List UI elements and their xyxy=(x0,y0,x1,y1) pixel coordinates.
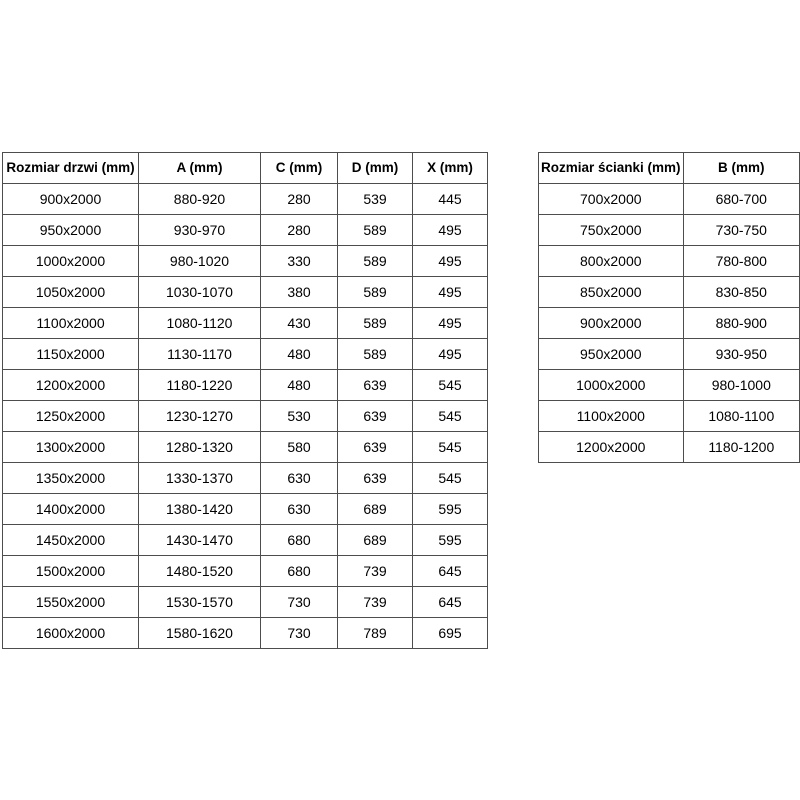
table-row xyxy=(3,215,488,246)
table-cell: 1080-1100 xyxy=(683,401,799,432)
table-row xyxy=(3,463,488,494)
table-row xyxy=(3,494,488,525)
table-cell: 850x2000 xyxy=(539,277,684,308)
wall-size-table-header xyxy=(539,153,800,184)
table-cell: 380 xyxy=(261,277,338,308)
table-row xyxy=(3,525,488,556)
column-header: X (mm) xyxy=(413,153,488,184)
table-row xyxy=(3,184,488,215)
table-cell: 1080-1120 xyxy=(139,308,261,339)
table-cell: 930-950 xyxy=(683,339,799,370)
table-cell: 539 xyxy=(338,184,413,215)
table-cell: 1400x2000 xyxy=(3,494,139,525)
table-cell: 589 xyxy=(338,339,413,370)
door-size-table-header xyxy=(3,153,488,184)
table-row xyxy=(539,184,800,215)
table-row xyxy=(3,308,488,339)
table-cell: 739 xyxy=(338,587,413,618)
column-header: A (mm) xyxy=(139,153,261,184)
table-cell: 950x2000 xyxy=(539,339,684,370)
table-cell: 1600x2000 xyxy=(3,618,139,649)
table-cell: 545 xyxy=(413,370,488,401)
table-cell: 430 xyxy=(261,308,338,339)
table-cell: 880-920 xyxy=(139,184,261,215)
table-cell: 750x2000 xyxy=(539,215,684,246)
table-cell: 1180-1220 xyxy=(139,370,261,401)
table-cell: 680 xyxy=(261,556,338,587)
table-cell: 1230-1270 xyxy=(139,401,261,432)
table-row xyxy=(539,215,800,246)
table-cell: 495 xyxy=(413,339,488,370)
table-cell: 980-1000 xyxy=(683,370,799,401)
table-cell: 589 xyxy=(338,277,413,308)
table-row xyxy=(3,370,488,401)
column-header: Rozmiar drzwi (mm) xyxy=(3,153,139,184)
table-row xyxy=(539,277,800,308)
table-cell: 930-970 xyxy=(139,215,261,246)
table-cell: 1530-1570 xyxy=(139,587,261,618)
table-cell: 689 xyxy=(338,494,413,525)
table-cell: 689 xyxy=(338,525,413,556)
table-cell: 639 xyxy=(338,432,413,463)
table-row xyxy=(539,339,800,370)
table-cell: 1000x2000 xyxy=(539,370,684,401)
table-cell: 900x2000 xyxy=(539,308,684,339)
table-cell: 589 xyxy=(338,308,413,339)
header-row xyxy=(3,153,488,184)
header-row xyxy=(539,153,800,184)
table-cell: 1580-1620 xyxy=(139,618,261,649)
table-cell: 900x2000 xyxy=(3,184,139,215)
table-row xyxy=(3,246,488,277)
table-cell: 495 xyxy=(413,215,488,246)
table-cell: 480 xyxy=(261,339,338,370)
table-cell: 1030-1070 xyxy=(139,277,261,308)
table-cell: 630 xyxy=(261,463,338,494)
table-row xyxy=(3,401,488,432)
table-cell: 980-1020 xyxy=(139,246,261,277)
table-cell: 1180-1200 xyxy=(683,432,799,463)
table-cell: 1350x2000 xyxy=(3,463,139,494)
table-cell: 595 xyxy=(413,525,488,556)
table-cell: 1100x2000 xyxy=(3,308,139,339)
table-cell: 595 xyxy=(413,494,488,525)
wall-size-table xyxy=(538,152,800,463)
table-cell: 1200x2000 xyxy=(3,370,139,401)
table-cell: 1280-1320 xyxy=(139,432,261,463)
table-row xyxy=(3,587,488,618)
table-cell: 645 xyxy=(413,556,488,587)
table-cell: 830-850 xyxy=(683,277,799,308)
table-cell: 495 xyxy=(413,246,488,277)
table-cell: 950x2000 xyxy=(3,215,139,246)
column-header: D (mm) xyxy=(338,153,413,184)
table-cell: 695 xyxy=(413,618,488,649)
table-cell: 730 xyxy=(261,587,338,618)
table-cell: 639 xyxy=(338,463,413,494)
table-row xyxy=(3,339,488,370)
table-cell: 530 xyxy=(261,401,338,432)
table-cell: 780-800 xyxy=(683,246,799,277)
table-cell: 495 xyxy=(413,308,488,339)
table-cell: 445 xyxy=(413,184,488,215)
table-row xyxy=(539,308,800,339)
table-cell: 589 xyxy=(338,246,413,277)
table-cell: 630 xyxy=(261,494,338,525)
column-header: B (mm) xyxy=(683,153,799,184)
table-cell: 1000x2000 xyxy=(3,246,139,277)
door-size-table xyxy=(2,152,488,649)
column-header: Rozmiar ścianki (mm) xyxy=(539,153,684,184)
table-cell: 789 xyxy=(338,618,413,649)
table-cell: 730 xyxy=(261,618,338,649)
table-cell: 1450x2000 xyxy=(3,525,139,556)
table-cell: 639 xyxy=(338,401,413,432)
table-row xyxy=(3,618,488,649)
table-cell: 1150x2000 xyxy=(3,339,139,370)
table-cell: 1050x2000 xyxy=(3,277,139,308)
table-cell: 700x2000 xyxy=(539,184,684,215)
table-cell: 589 xyxy=(338,215,413,246)
table-cell: 280 xyxy=(261,184,338,215)
table-cell: 480 xyxy=(261,370,338,401)
table-row xyxy=(3,556,488,587)
table-cell: 545 xyxy=(413,432,488,463)
table-cell: 739 xyxy=(338,556,413,587)
door-size-table-body xyxy=(3,184,488,649)
table-cell: 1430-1470 xyxy=(139,525,261,556)
table-cell: 1380-1420 xyxy=(139,494,261,525)
table-row xyxy=(539,401,800,432)
table-cell: 730-750 xyxy=(683,215,799,246)
table-cell: 680-700 xyxy=(683,184,799,215)
table-row xyxy=(539,432,800,463)
table-cell: 800x2000 xyxy=(539,246,684,277)
table-cell: 1300x2000 xyxy=(3,432,139,463)
table-cell: 1100x2000 xyxy=(539,401,684,432)
table-cell: 1330-1370 xyxy=(139,463,261,494)
table-cell: 880-900 xyxy=(683,308,799,339)
table-cell: 1550x2000 xyxy=(3,587,139,618)
table-cell: 280 xyxy=(261,215,338,246)
table-row xyxy=(3,432,488,463)
table-cell: 545 xyxy=(413,401,488,432)
table-cell: 1250x2000 xyxy=(3,401,139,432)
wall-size-table-body xyxy=(539,184,800,463)
table-cell: 330 xyxy=(261,246,338,277)
table-cell: 1130-1170 xyxy=(139,339,261,370)
table-row xyxy=(3,277,488,308)
table-cell: 495 xyxy=(413,277,488,308)
table-cell: 545 xyxy=(413,463,488,494)
table-cell: 1480-1520 xyxy=(139,556,261,587)
table-cell: 680 xyxy=(261,525,338,556)
table-cell: 580 xyxy=(261,432,338,463)
table-cell: 639 xyxy=(338,370,413,401)
table-cell: 1200x2000 xyxy=(539,432,684,463)
table-cell: 645 xyxy=(413,587,488,618)
table-cell: 1500x2000 xyxy=(3,556,139,587)
column-header: C (mm) xyxy=(261,153,338,184)
table-row xyxy=(539,246,800,277)
table-row xyxy=(539,370,800,401)
